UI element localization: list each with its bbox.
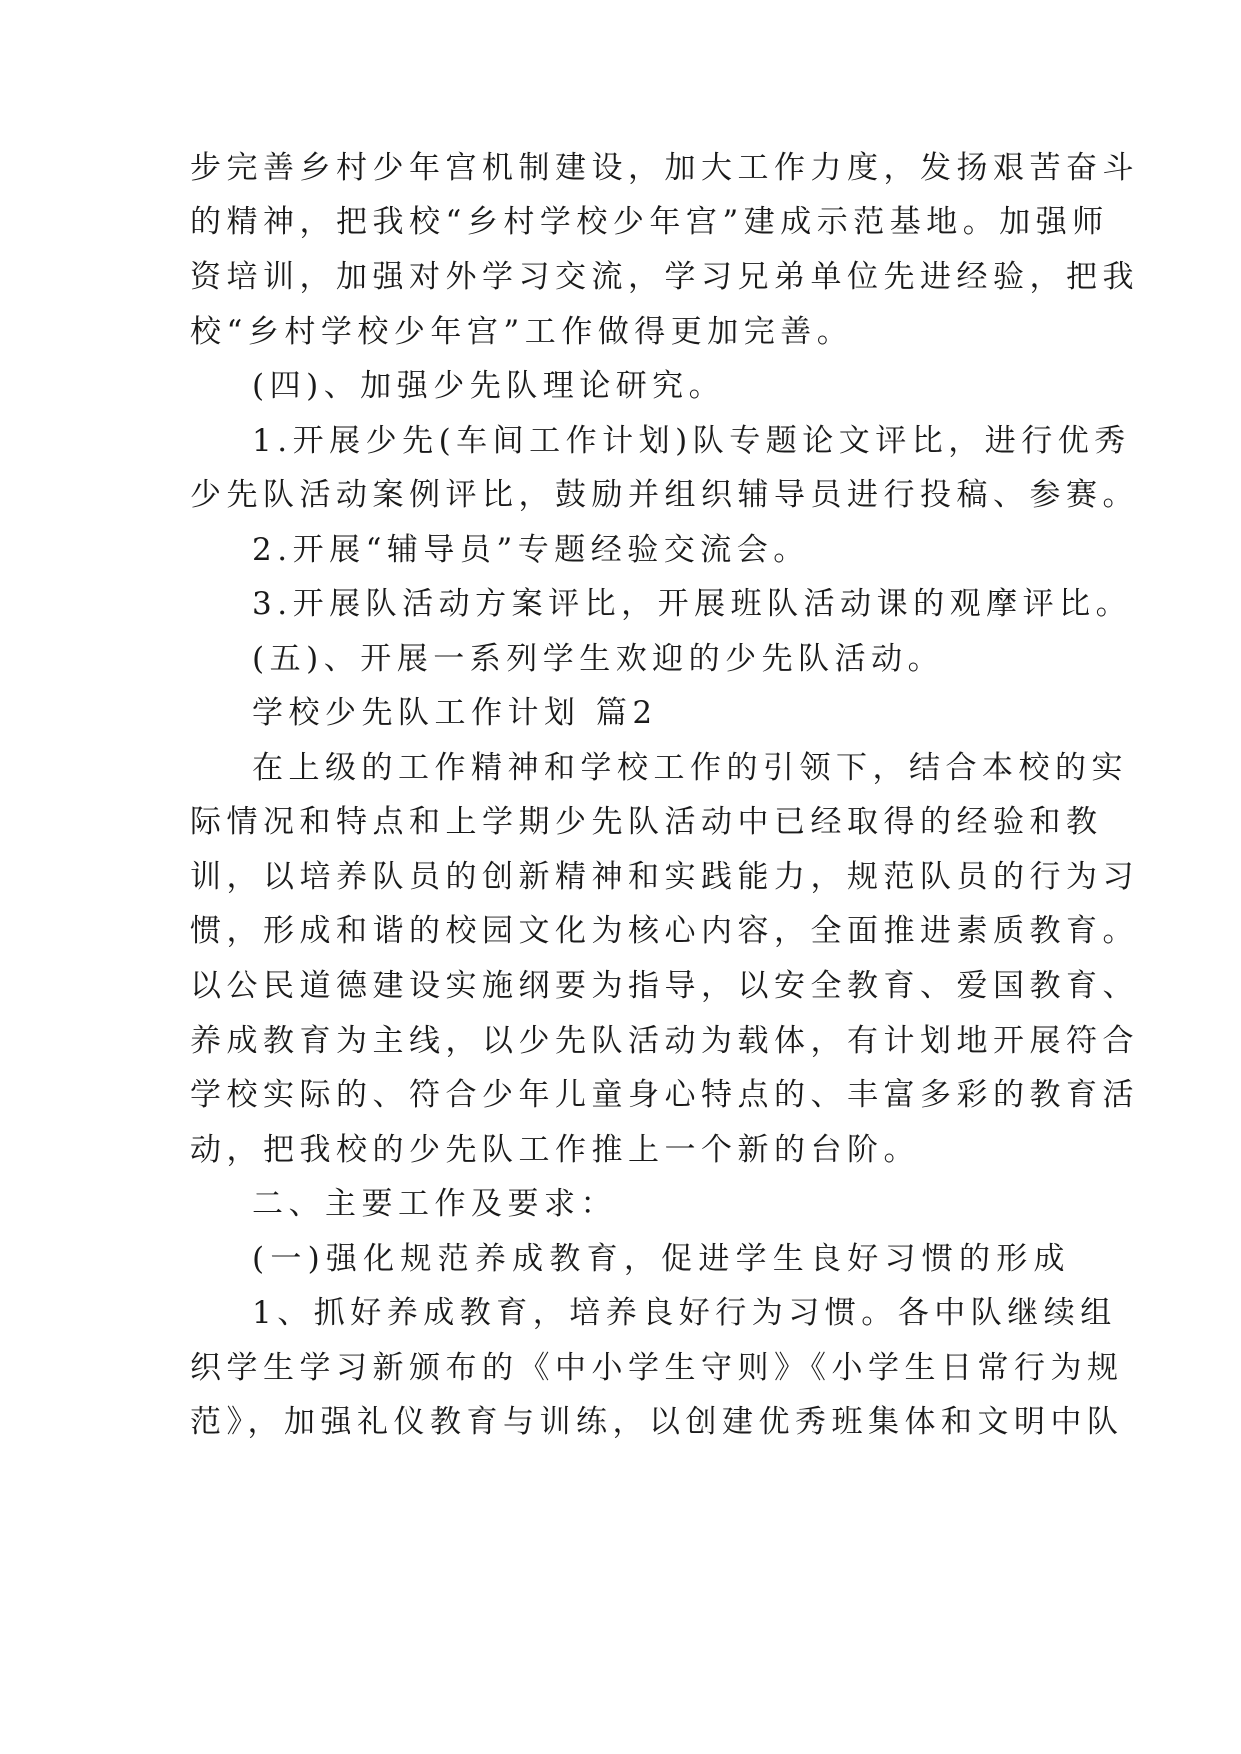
text-line: 学校实际的、符合少年儿童身心特点的、丰富多彩的教育活 [190, 1077, 1139, 1113]
text-line: 少先队活动案例评比，鼓励并组织辅导员进行投稿、参赛。 [190, 477, 1139, 513]
text-line: 的精神，把我校“乡村学校少年宫”建成示范基地。加强师 [190, 204, 1109, 240]
text-line: 范》，加强礼仪教育与训练，以创建优秀班集体和文明中队 [190, 1404, 1124, 1440]
text-line: 步完善乡村少年宫机制建设，加大工作力度，发扬艰苦奋斗 [190, 150, 1139, 186]
text-line: 养成教育为主线，以少先队活动为载体，有计划地开展符合 [190, 1023, 1139, 1059]
text-line: 1、抓好养成教育，培养良好行为习惯。各中队继续组 [252, 1295, 1117, 1331]
text-line: 动，把我校的少先队工作推上一个新的台阶。 [190, 1132, 920, 1168]
text-line: 1.开展少先(车间工作计划)队专题论文评比，进行优秀 [252, 423, 1131, 459]
text-line: 以公民道德建设实施纲要为指导，以安全教育、爱国教育、 [190, 968, 1139, 1004]
document-title: 学校少先队工作计划 篇2 [252, 695, 658, 731]
text-line: 惯，形成和谐的校园文化为核心内容，全面推进素质教育。 [190, 913, 1139, 949]
text-line: 际情况和特点和上学期少先队活动中已经取得的经验和教 [190, 804, 1103, 840]
section-heading: 二、主要工作及要求： [252, 1186, 617, 1222]
text-line: 3.开展队活动方案评比，开展班队活动课的观摩评比。 [252, 586, 1133, 622]
text-line: 2.开展“辅导员”专题经验交流会。 [252, 532, 810, 568]
section-heading: (五)、开展一系列学生欢迎的少先队活动。 [252, 641, 945, 677]
text-line: 校“乡村学校少年宫”工作做得更加完善。 [190, 314, 854, 350]
text-line: 训，以培养队员的创新精神和实践能力，规范队员的行为习 [190, 859, 1139, 895]
text-line: 资培训，加强对外学习交流，学习兄弟单位先进经验，把我 [190, 259, 1139, 295]
text-line: 在上级的工作精神和学校工作的引领下，结合本校的实 [252, 750, 1128, 786]
section-heading: (四)、加强少先队理论研究。 [252, 368, 726, 404]
section-heading: (一)强化规范养成教育，促进学生良好习惯的形成 [252, 1241, 1070, 1277]
text-line: 织学生学习新颁布的《中小学生守则》《小学生日常行为规 [190, 1350, 1124, 1386]
